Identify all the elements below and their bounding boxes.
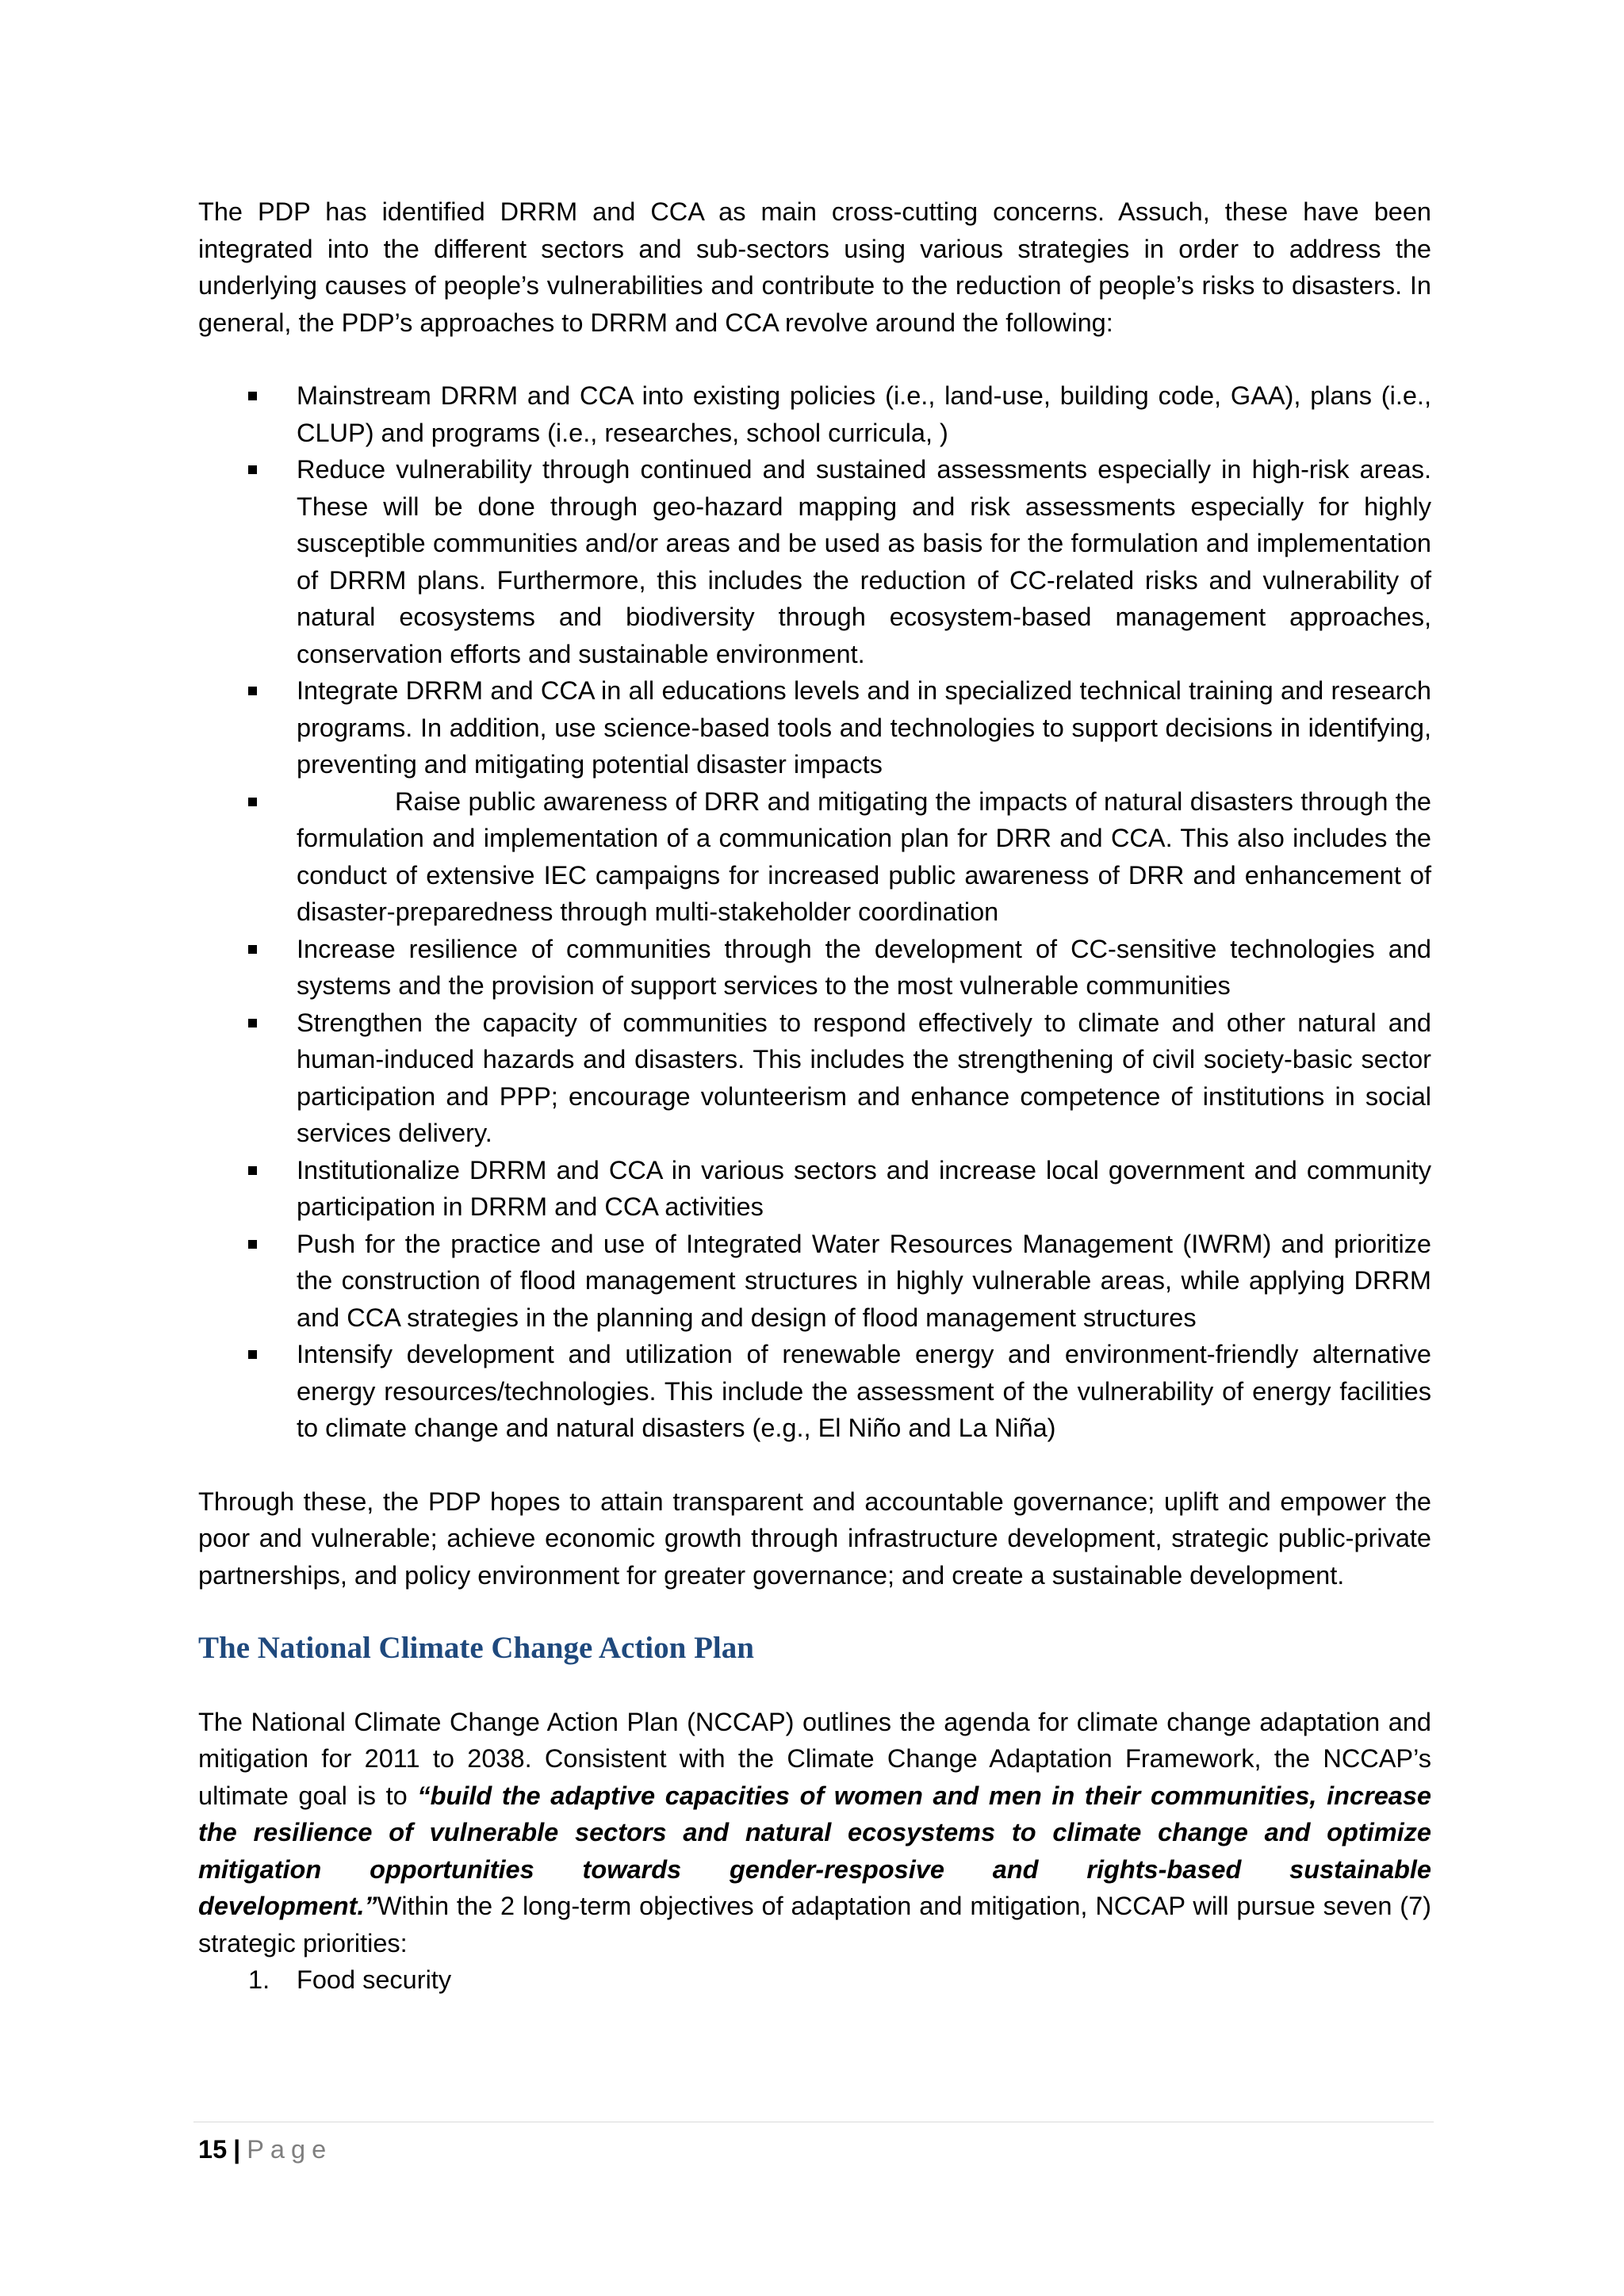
- square-bullet-icon: [248, 465, 257, 474]
- list-item: Integrate DRRM and CCA in all educations levels and in specialized technical training and research programs. In addition, use science-based tools and technologies to support decisions in identifying, preventing and mitigating potential disaster impacts: [198, 672, 1431, 783]
- list-item: Institutionalize DRRM and CCA in various sectors and increase local government and community participation in DRRM and CCA activities: [198, 1152, 1431, 1226]
- square-bullet-icon: [248, 1240, 257, 1249]
- list-item: Increase resilience of communities through the development of CC-sensitive technologies and systems and the provision of support services to the most vulnerable communities: [198, 931, 1431, 1004]
- list-item: Intensify development and utilization of renewable energy and environment-friendly alternative energy resources/technologies. This include the assessment of the vulnerability of energy facilities to climate change and natural disasters (e.g., El Niño and La Niña): [198, 1336, 1431, 1447]
- nccap-paragraph: The National Climate Change Action Plan (NCCAP) outlines the agenda for climate change adaptation and mitigation for 2011 to 2038. Consistent with the Climate Change Adaptation Framework, the NCCAP’s ultimate goal is to “build the adaptive capacities of women and men in their communities, increase the resilience of vulnerable sectors and natural ecosystems to climate change and optimize mitigation opportunities towards gender-resposive and rights-based sustainable development.”Within the 2 long-term objectives of adaptation and mitigation, NCCAP will pursue seven (7) strategic priorities:: [198, 1707, 1431, 1957]
- through-paragraph: Through these, the PDP hopes to attain transparent and accountable governance; uplift and empower the poor and vulnerable; achieve economic growth through infrastructure development, strategic public-private partnerships, and policy environment for greater governance; and create a sustainable development.: [198, 1487, 1431, 1590]
- list-item: Raise public awareness of DRR and mitigating the impacts of natural disasters through the formulation and implementation of a communication plan for DRR and CCA. This also includes the conduct of extensive IEC campaigns for increased public awareness of DRR and enhancement of disaster-preparedness through multi-stakeholder coordination: [198, 783, 1431, 931]
- square-bullet-icon: [248, 392, 257, 400]
- list-number: 1.: [248, 1965, 270, 1994]
- square-bullet-icon: [248, 945, 257, 954]
- page-footer: [198, 2131, 332, 2168]
- section-heading: The National Climate Change Action Plan: [198, 1631, 754, 1665]
- page-label: Page: [247, 2135, 333, 2164]
- page-number: 15: [198, 2135, 228, 2164]
- square-bullet-icon: [248, 1019, 257, 1027]
- intro-paragraph: The PDP has identified DRRM and CCA as main cross-cutting concerns. Assuch, these have been integrated into the different sectors and sub-sectors using various strategies in order to address the underlying causes of people’s vulnerabilities and contribute to the reduction of people’s risks to disasters. In general, the PDP’s approaches to DRRM and CCA revolve around the following:: [198, 197, 1431, 337]
- list-item: Mainstream DRRM and CCA into existing policies (i.e., land-use, building code, GAA), plans (i.e., CLUP) and programs (i.e., researches, school curricula, ): [198, 377, 1431, 451]
- list-item: Push for the practice and use of Integrated Water Resources Management (IWRM) and prioritize the construction of flood management structures in highly vulnerable areas, while applying DRRM and CCA strategies in the planning and design of flood management structures: [198, 1226, 1431, 1337]
- nccap-goal-quote: “build the adaptive capacities of women and men in their communities, increase the resilience of vulnerable sectors and natural ecosystems to climate change and optimize mitigation opportunities towards gender-resposive and rights-based sustainable development.”: [198, 1781, 1431, 1920]
- priorities-list: [198, 1961, 1431, 1999]
- square-bullet-icon: [248, 687, 257, 695]
- square-bullet-icon: [248, 798, 257, 806]
- list-item: 1. Food security: [198, 1961, 1431, 1999]
- approach-list: [198, 377, 1431, 1447]
- list-item: Reduce vulnerability through continued and sustained assessments especially in high-risk areas. These will be done through geo-hazard mapping and risk assessments especially for highly susceptible communities and/or areas and be used as basis for the formulation and implementation of DRRM plans. Furthermore, this includes the reduction of CC-related risks and vulnerability of natural ecosystems and biodiversity through ecosystem-based management approaches, conservation efforts and sustainable environment.: [198, 451, 1431, 672]
- list-item: Strengthen the capacity of communities to respond effectively to climate and other natural and human-induced hazards and disasters. This includes the strengthening of civil society-basic sector participation and PPP; encourage volunteerism and enhance competence of institutions in social services delivery.: [198, 1004, 1431, 1152]
- page-content: [198, 193, 1431, 1999]
- square-bullet-icon: [248, 1350, 257, 1359]
- square-bullet-icon: [248, 1166, 257, 1175]
- footer-separator: |: [233, 2135, 241, 2164]
